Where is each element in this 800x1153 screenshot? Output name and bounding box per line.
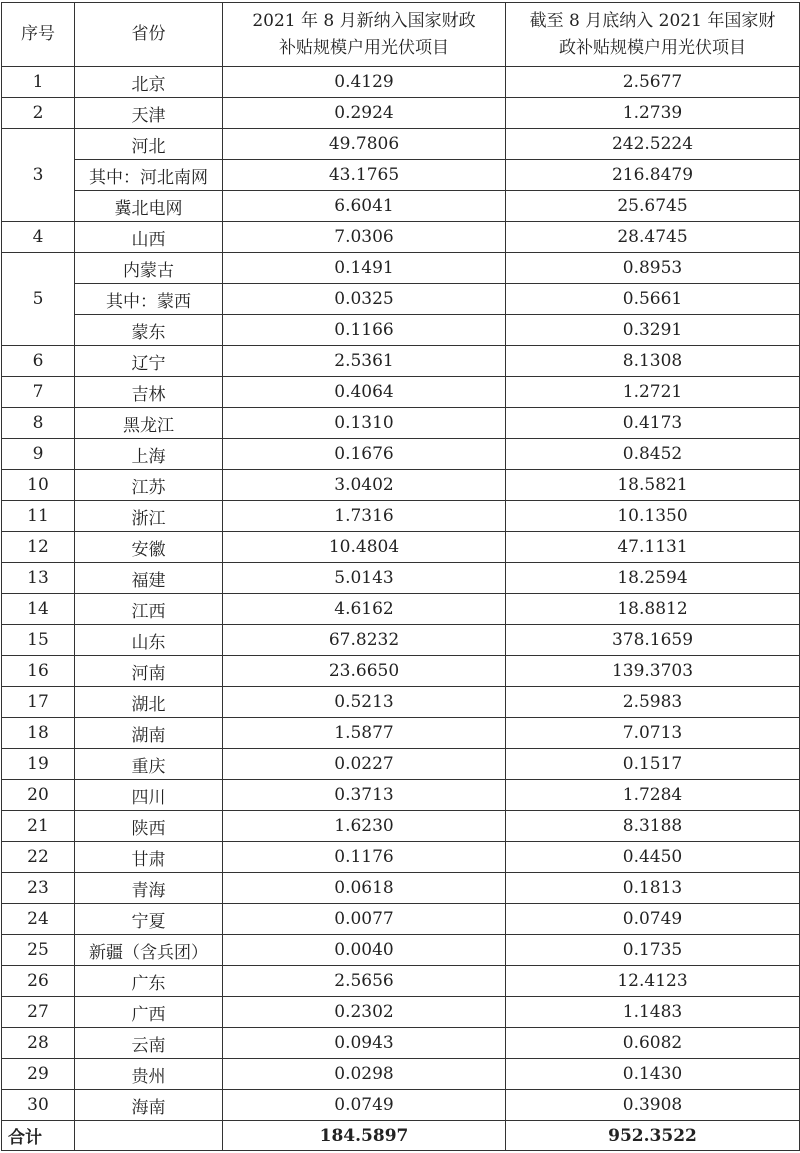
table-row [2, 811, 800, 842]
row-august-new: 0.0749 [223, 1090, 506, 1121]
row-province: 安徽 [75, 532, 223, 563]
row-index: 22 [2, 842, 75, 873]
row-province: 青海 [75, 873, 223, 904]
row-cumulative: 0.1430 [506, 1059, 800, 1090]
row-index: 21 [2, 811, 75, 842]
row-index: 27 [2, 997, 75, 1028]
row-cumulative: 28.4745 [506, 222, 800, 253]
table-row [2, 873, 800, 904]
row-index: 5 [2, 253, 75, 346]
table-row [2, 563, 800, 594]
row-province: 其中：蒙西 [75, 284, 223, 315]
total-row [2, 1121, 800, 1151]
row-cumulative: 242.5224 [506, 129, 800, 160]
row-cumulative: 1.7284 [506, 780, 800, 811]
row-cumulative: 378.1659 [506, 625, 800, 656]
row-index: 30 [2, 1090, 75, 1121]
table-row [2, 718, 800, 749]
row-index: 11 [2, 501, 75, 532]
row-index: 12 [2, 532, 75, 563]
header-cumulative [506, 3, 800, 67]
row-index: 3 [2, 129, 75, 222]
header-cumulative-line1: 截至 8 月底纳入 2021 年国家财 [529, 10, 776, 31]
row-cumulative: 1.1483 [506, 997, 800, 1028]
table-row [2, 377, 800, 408]
row-province: 广东 [75, 966, 223, 997]
table-body [2, 67, 800, 1121]
table-row [2, 904, 800, 935]
row-cumulative: 0.0749 [506, 904, 800, 935]
table-row [2, 284, 800, 315]
row-cumulative: 0.1735 [506, 935, 800, 966]
row-august-new: 5.0143 [223, 563, 506, 594]
table-row [2, 439, 800, 470]
row-cumulative: 18.2594 [506, 563, 800, 594]
row-province: 新疆（含兵团） [75, 935, 223, 966]
table-row [2, 935, 800, 966]
row-august-new: 0.2302 [223, 997, 506, 1028]
row-province: 福建 [75, 563, 223, 594]
table-row [2, 253, 800, 284]
row-august-new: 10.4804 [223, 532, 506, 563]
row-cumulative: 0.3908 [506, 1090, 800, 1121]
row-august-new: 0.4064 [223, 377, 506, 408]
total-cumulative: 952.3522 [506, 1121, 800, 1151]
total-august-new: 184.5897 [223, 1121, 506, 1151]
row-cumulative: 0.6082 [506, 1028, 800, 1059]
header-cumulative-line2: 政补贴规模户用光伏项目 [559, 37, 746, 58]
row-august-new: 0.1676 [223, 439, 506, 470]
table-row [2, 532, 800, 563]
row-august-new: 0.0077 [223, 904, 506, 935]
row-province: 天津 [75, 98, 223, 129]
row-cumulative: 0.1517 [506, 749, 800, 780]
row-index: 15 [2, 625, 75, 656]
row-august-new: 0.1176 [223, 842, 506, 873]
subsidy-table [1, 2, 800, 1151]
row-cumulative: 47.1131 [506, 532, 800, 563]
row-cumulative: 2.5677 [506, 67, 800, 98]
row-august-new: 6.6041 [223, 191, 506, 222]
row-august-new: 0.0298 [223, 1059, 506, 1090]
row-index: 17 [2, 687, 75, 718]
row-august-new: 23.6650 [223, 656, 506, 687]
row-province: 河南 [75, 656, 223, 687]
row-cumulative: 139.3703 [506, 656, 800, 687]
row-august-new: 43.1765 [223, 160, 506, 191]
row-august-new: 0.5213 [223, 687, 506, 718]
row-province: 贵州 [75, 1059, 223, 1090]
header-province: 省份 [75, 3, 223, 67]
table-row [2, 1028, 800, 1059]
row-cumulative: 1.2721 [506, 377, 800, 408]
row-province: 海南 [75, 1090, 223, 1121]
table-row [2, 1090, 800, 1121]
row-august-new: 0.1166 [223, 315, 506, 346]
total-province-cell [75, 1121, 223, 1151]
row-index: 20 [2, 780, 75, 811]
row-cumulative: 2.5983 [506, 687, 800, 718]
row-province: 蒙东 [75, 315, 223, 346]
row-province: 重庆 [75, 749, 223, 780]
total-label: 合计 [2, 1121, 75, 1151]
row-cumulative: 0.4450 [506, 842, 800, 873]
row-index: 28 [2, 1028, 75, 1059]
table-row [2, 315, 800, 346]
row-august-new: 0.3713 [223, 780, 506, 811]
row-august-new: 1.7316 [223, 501, 506, 532]
row-index: 4 [2, 222, 75, 253]
row-cumulative: 0.8953 [506, 253, 800, 284]
row-index: 2 [2, 98, 75, 129]
table-row [2, 656, 800, 687]
row-index: 24 [2, 904, 75, 935]
row-cumulative: 0.8452 [506, 439, 800, 470]
row-province: 山西 [75, 222, 223, 253]
row-index: 14 [2, 594, 75, 625]
row-cumulative: 18.5821 [506, 470, 800, 501]
table-row [2, 501, 800, 532]
row-province: 上海 [75, 439, 223, 470]
row-august-new: 0.2924 [223, 98, 506, 129]
row-index: 19 [2, 749, 75, 780]
table-row [2, 191, 800, 222]
table-row [2, 222, 800, 253]
row-cumulative: 7.0713 [506, 718, 800, 749]
row-index: 26 [2, 966, 75, 997]
table-row [2, 749, 800, 780]
row-index: 9 [2, 439, 75, 470]
row-cumulative: 8.1308 [506, 346, 800, 377]
row-province: 冀北电网 [75, 191, 223, 222]
table-row [2, 1059, 800, 1090]
row-index: 6 [2, 346, 75, 377]
row-index: 8 [2, 408, 75, 439]
row-cumulative: 216.8479 [506, 160, 800, 191]
row-index: 13 [2, 563, 75, 594]
row-province: 其中：河北南网 [75, 160, 223, 191]
table-row [2, 625, 800, 656]
row-province: 云南 [75, 1028, 223, 1059]
table-row [2, 966, 800, 997]
table-row [2, 997, 800, 1028]
row-cumulative: 25.6745 [506, 191, 800, 222]
row-index: 23 [2, 873, 75, 904]
row-province: 内蒙古 [75, 253, 223, 284]
row-august-new: 2.5656 [223, 966, 506, 997]
row-index: 16 [2, 656, 75, 687]
row-province: 河北 [75, 129, 223, 160]
table-row [2, 408, 800, 439]
row-index: 10 [2, 470, 75, 501]
row-cumulative: 0.3291 [506, 315, 800, 346]
row-index: 29 [2, 1059, 75, 1090]
row-cumulative: 12.4123 [506, 966, 800, 997]
row-province: 黑龙江 [75, 408, 223, 439]
row-august-new: 0.0618 [223, 873, 506, 904]
header-august-new [223, 3, 506, 67]
row-province: 四川 [75, 780, 223, 811]
row-august-new: 0.1310 [223, 408, 506, 439]
table-row [2, 160, 800, 191]
row-province: 浙江 [75, 501, 223, 532]
row-august-new: 2.5361 [223, 346, 506, 377]
table-row [2, 594, 800, 625]
row-province: 广西 [75, 997, 223, 1028]
row-august-new: 1.6230 [223, 811, 506, 842]
row-province: 宁夏 [75, 904, 223, 935]
row-province: 北京 [75, 67, 223, 98]
table-row [2, 346, 800, 377]
table-row [2, 129, 800, 160]
table-row [2, 470, 800, 501]
row-august-new: 67.8232 [223, 625, 506, 656]
row-province: 甘肃 [75, 842, 223, 873]
row-cumulative: 8.3188 [506, 811, 800, 842]
row-cumulative: 10.1350 [506, 501, 800, 532]
table-row [2, 780, 800, 811]
row-index: 7 [2, 377, 75, 408]
table-row [2, 687, 800, 718]
row-province: 山东 [75, 625, 223, 656]
row-cumulative: 0.4173 [506, 408, 800, 439]
row-cumulative: 0.1813 [506, 873, 800, 904]
header-row [2, 3, 800, 67]
row-province: 陕西 [75, 811, 223, 842]
row-august-new: 0.0227 [223, 749, 506, 780]
row-august-new: 1.5877 [223, 718, 506, 749]
row-province: 辽宁 [75, 346, 223, 377]
row-province: 湖南 [75, 718, 223, 749]
row-august-new: 49.7806 [223, 129, 506, 160]
row-august-new: 3.0402 [223, 470, 506, 501]
row-province: 江苏 [75, 470, 223, 501]
row-august-new: 4.6162 [223, 594, 506, 625]
row-august-new: 0.0040 [223, 935, 506, 966]
row-province: 吉林 [75, 377, 223, 408]
row-province: 江西 [75, 594, 223, 625]
row-august-new: 0.0325 [223, 284, 506, 315]
table-row [2, 842, 800, 873]
header-august-new-line1: 2021 年 8 月新纳入国家财政 [252, 10, 476, 31]
row-province: 湖北 [75, 687, 223, 718]
row-august-new: 0.4129 [223, 67, 506, 98]
header-august-new-line2: 补贴规模户用光伏项目 [279, 37, 449, 58]
row-cumulative: 18.8812 [506, 594, 800, 625]
row-cumulative: 1.2739 [506, 98, 800, 129]
row-august-new: 0.0943 [223, 1028, 506, 1059]
table-row [2, 67, 800, 98]
row-index: 1 [2, 67, 75, 98]
row-august-new: 0.1491 [223, 253, 506, 284]
row-index: 18 [2, 718, 75, 749]
row-index: 25 [2, 935, 75, 966]
table-row [2, 98, 800, 129]
header-index: 序号 [2, 3, 75, 67]
row-cumulative: 0.5661 [506, 284, 800, 315]
row-august-new: 7.0306 [223, 222, 506, 253]
